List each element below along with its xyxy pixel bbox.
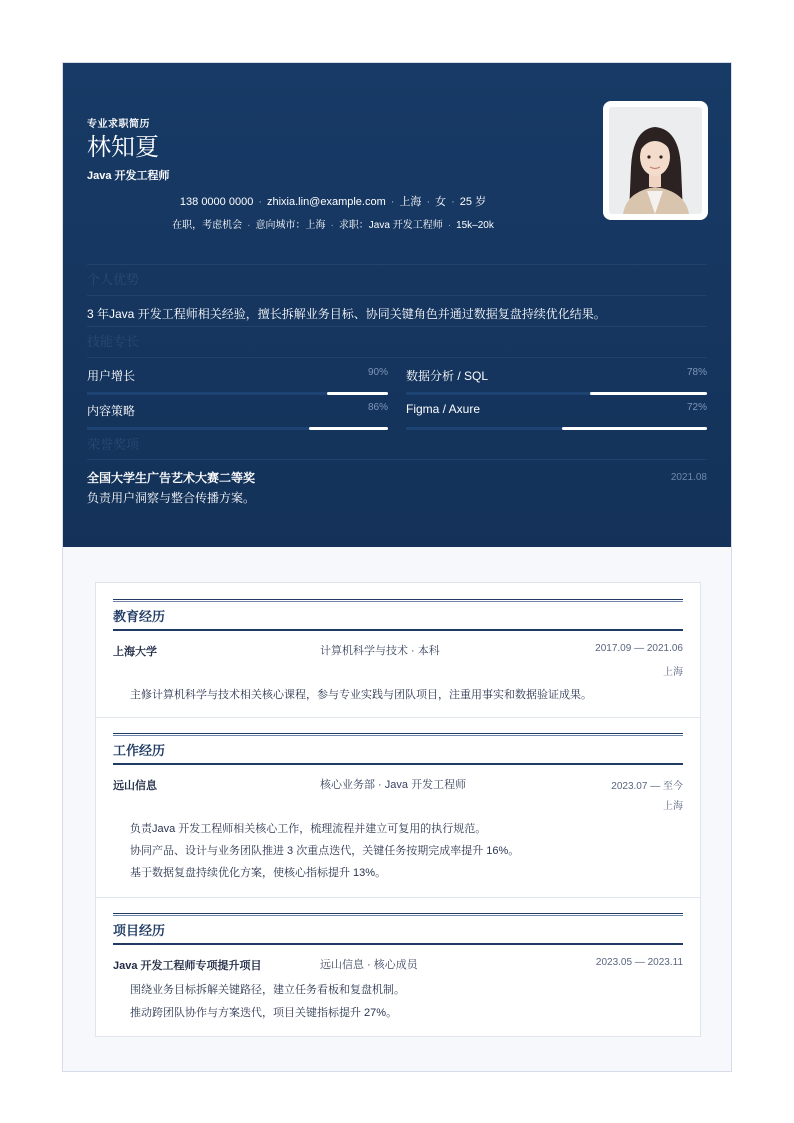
skill-bar-fill bbox=[562, 427, 707, 430]
skill-label: 用户增长 bbox=[87, 369, 136, 383]
awards-title: 荣誉奖项 bbox=[87, 437, 140, 452]
work-line: 协同产品、设计与业务团队推进 3 次重点迭代，关键任务按期完成率提升 16%。 bbox=[130, 845, 520, 857]
separator: · bbox=[247, 220, 251, 231]
skill-bar-track bbox=[87, 392, 388, 395]
phone: 138 0000 0000 bbox=[179, 196, 254, 208]
work-title: 工作经历 bbox=[113, 743, 166, 758]
divider bbox=[87, 326, 707, 327]
profile-photo-frame bbox=[603, 101, 708, 220]
skill-label: Figma / Axure bbox=[406, 402, 481, 416]
summary-title: 个人优势 bbox=[87, 272, 140, 287]
work-line: 基于数据复盘持续优化方案，使核心指标提升 13%。 bbox=[130, 867, 387, 879]
skill-item bbox=[87, 402, 388, 419]
separator: · bbox=[390, 196, 395, 208]
eyebrow-label: 专业求职简历 bbox=[87, 119, 150, 130]
skill-bar-fill bbox=[309, 427, 388, 430]
divider bbox=[87, 264, 707, 265]
job-intent bbox=[63, 216, 603, 231]
separator: · bbox=[447, 220, 452, 231]
education-location: 上海 bbox=[663, 667, 683, 678]
double-rule bbox=[113, 733, 683, 736]
award-date: 2021.08 bbox=[670, 472, 707, 483]
email[interactable]: zhixia.lin@example.com bbox=[267, 196, 386, 208]
project-section bbox=[96, 897, 700, 1036]
target-city: 意向城市：上海 bbox=[255, 220, 326, 231]
skill-item bbox=[87, 367, 388, 384]
divider bbox=[87, 295, 707, 296]
resume-page bbox=[62, 62, 732, 1072]
project-date: 2023.05 — 2023.11 bbox=[595, 957, 683, 968]
section-underline bbox=[113, 943, 683, 945]
education-title: 教育经历 bbox=[113, 609, 166, 624]
city: 上海 bbox=[399, 196, 422, 208]
award-title: 全国大学生广告艺术大赛二等奖 bbox=[87, 471, 256, 485]
work-line: 负责Java 开发工程师相关核心工作，梳理流程并建立可复用的执行规范。 bbox=[130, 823, 487, 835]
skill-label: 内容策略 bbox=[87, 404, 136, 418]
summary-text: 3 年Java 开发工程师相关经验，擅长拆解业务目标、协同关键角色并通过数据复盘持续优化结果。 bbox=[87, 307, 606, 321]
candidate-name: 林知夏 bbox=[87, 134, 159, 161]
skill-item bbox=[406, 367, 707, 384]
major: 计算机科学与技术 · 本科 bbox=[320, 645, 440, 657]
experience-card bbox=[95, 582, 701, 1037]
project-line: 推动跨团队协作与方案迭代，项目关键指标提升 27%。 bbox=[130, 1007, 398, 1019]
project-org: 远山信息 · 核心成员 bbox=[320, 959, 418, 971]
education-date: 2017.09 — 2021.06 bbox=[595, 643, 683, 654]
award-desc: 负责用户洞察与整合传播方案。 bbox=[87, 491, 256, 505]
skill-bar-fill bbox=[327, 392, 388, 395]
portrait-image bbox=[609, 107, 702, 214]
skill-percent: 78% bbox=[686, 367, 707, 378]
project-name: Java 开发工程师专项提升项目 bbox=[113, 960, 262, 972]
age: 25 岁 bbox=[459, 196, 487, 208]
project-line: 围绕业务目标拆解关键路径，建立任务看板和复盘机制。 bbox=[130, 984, 405, 996]
separator: · bbox=[426, 196, 431, 208]
position: 核心业务部 · Java 开发工程师 bbox=[320, 779, 467, 791]
skill-bar-fill bbox=[590, 392, 707, 395]
double-rule bbox=[113, 913, 683, 916]
divider bbox=[87, 357, 707, 358]
resume-header bbox=[63, 63, 731, 547]
gender: 女 bbox=[435, 196, 447, 208]
double-rule bbox=[113, 599, 683, 602]
work-section bbox=[96, 717, 700, 897]
skill-percent: 90% bbox=[367, 367, 388, 378]
skill-bar-track bbox=[87, 427, 388, 430]
divider bbox=[87, 459, 707, 460]
skill-label: 数据分析 / SQL bbox=[406, 369, 489, 383]
work-location: 上海 bbox=[663, 801, 683, 812]
skill-percent: 86% bbox=[367, 402, 388, 413]
separator: · bbox=[330, 220, 334, 231]
separator: · bbox=[451, 196, 455, 208]
skill-bar-track bbox=[406, 427, 707, 430]
section-underline bbox=[113, 629, 683, 631]
skill-bar-track bbox=[406, 392, 707, 395]
profile-photo bbox=[609, 107, 702, 214]
contact-info bbox=[63, 193, 603, 209]
skill-item bbox=[406, 402, 707, 416]
work-date: 2023.07 — 至今 bbox=[611, 781, 683, 792]
project-title: 项目经历 bbox=[113, 923, 166, 938]
company-name: 远山信息 bbox=[113, 780, 157, 792]
skill-percent: 72% bbox=[686, 402, 707, 413]
skills-title: 技能专长 bbox=[87, 334, 140, 349]
section-underline bbox=[113, 763, 683, 765]
job-status: 在职，考虑机会 bbox=[172, 220, 243, 231]
candidate-role: Java 开发工程师 bbox=[87, 170, 170, 182]
salary: 15k–20k bbox=[456, 220, 494, 231]
school-name: 上海大学 bbox=[113, 646, 157, 658]
target-job: 求职：Java 开发工程师 bbox=[338, 220, 443, 231]
education-desc: 主修计算机科学与技术相关核心课程，参与专业实践与团队项目，注重用事实和数据验证成果。 bbox=[130, 689, 592, 701]
education-section bbox=[96, 583, 700, 717]
separator: · bbox=[258, 196, 262, 208]
